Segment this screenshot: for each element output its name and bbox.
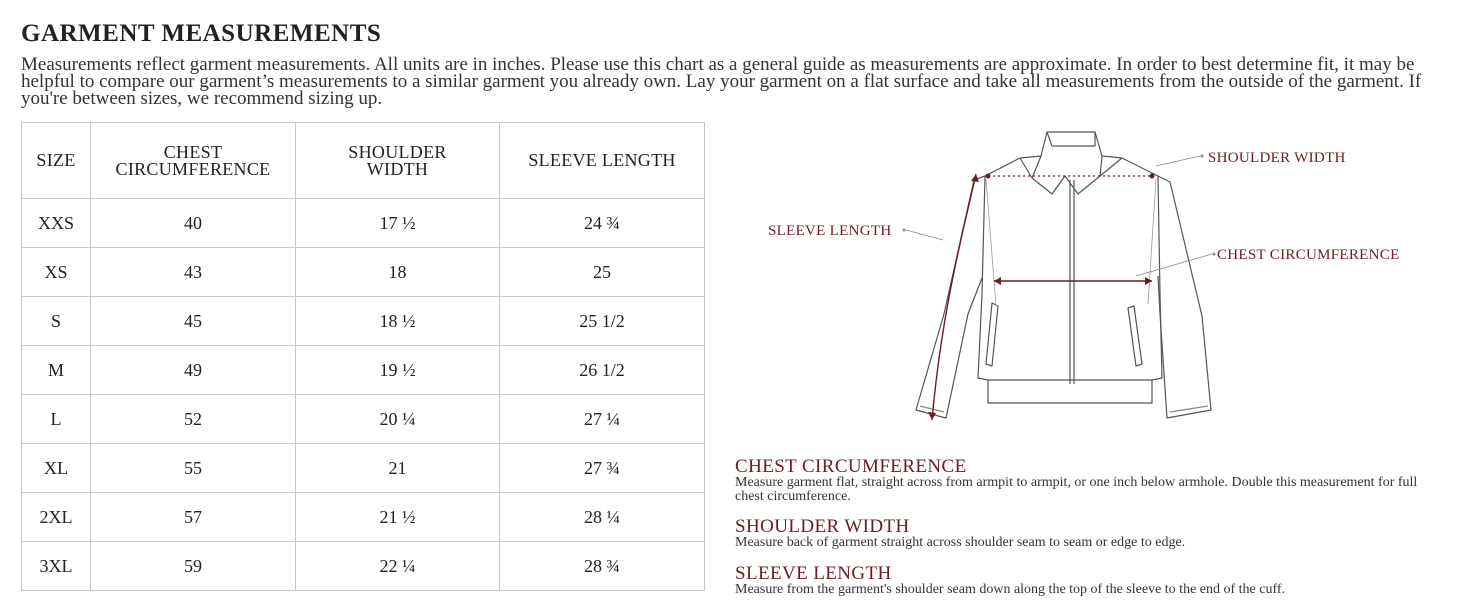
sleeve-cell: 26 1/2 [500, 346, 705, 395]
chest-cell: 43 [91, 248, 296, 297]
header-size: SIZE [22, 123, 91, 199]
sleeve-cell: 24 ¾ [500, 199, 705, 248]
description-text: Measure from the garment's shoulder seam down along the top of the sleeve to the end of the cuff. [735, 582, 1286, 597]
jacket-outline [916, 132, 1211, 418]
chest-cell: 45 [91, 297, 296, 346]
table-row [22, 444, 705, 493]
description-title: SLEEVE LENGTH [735, 563, 892, 584]
intro-text: Measurements reflect garment measurements. All units are in inches. Please use this chart as a general guide as measurements are approximate. In order to best determine fit, it may be helpful to compare our garment’s measurements to a similar garment you already own. Lay your garment on a flat surface and take all measurements from the outside of the garment. If you're between sizes, we recommend sizing up. [21, 54, 1422, 109]
page-title: GARMENT MEASUREMENTS [21, 20, 382, 47]
header-shoulder-width [296, 123, 500, 199]
size-cell: 2XL [22, 493, 91, 542]
shoulder-cell: 19 ½ [296, 346, 500, 395]
size-cell: XL [22, 444, 91, 493]
size-cell: M [22, 346, 91, 395]
sleeve-cell: 27 ¾ [500, 444, 705, 493]
chest-cell: 40 [91, 199, 296, 248]
table-header-row [22, 123, 705, 199]
size-chart-table [21, 122, 705, 591]
sleeve-description [735, 565, 1435, 597]
sleeve-cell: 27 ¼ [500, 395, 705, 444]
sleeve-length-label: SLEEVE LENGTH [768, 223, 892, 239]
table-row [22, 297, 705, 346]
description-text: Measure back of garment straight across shoulder seam to seam or edge to edge. [735, 535, 1186, 550]
table-row [22, 493, 705, 542]
table-row [22, 248, 705, 297]
chest-cell: 52 [91, 395, 296, 444]
header-sleeve-length: SLEEVE LENGTH [500, 123, 705, 199]
shoulder-cell: 21 ½ [296, 493, 500, 542]
description-title: CHEST CIRCUMFERENCE [735, 456, 967, 477]
size-cell: XXS [22, 199, 91, 248]
shoulder-cell: 22 ¼ [296, 542, 500, 591]
shoulder-width-label: SHOULDER WIDTH [1208, 150, 1346, 166]
sleeve-cell: 28 ¼ [500, 493, 705, 542]
shoulder-cell: 20 ¼ [296, 395, 500, 444]
chest-cell: 59 [91, 542, 296, 591]
chest-cell: 49 [91, 346, 296, 395]
jacket-diagram [760, 118, 1440, 438]
shoulder-cell: 17 ½ [296, 199, 500, 248]
shoulder-cell: 18 ½ [296, 297, 500, 346]
sleeve-cell: 25 1/2 [500, 297, 705, 346]
chest-cell: 55 [91, 444, 296, 493]
table-row [22, 199, 705, 248]
header-label: SHOULDER WIDTH [348, 141, 447, 179]
description-title: SHOULDER WIDTH [735, 516, 910, 537]
chest-description [735, 458, 1435, 504]
size-cell: 3XL [22, 542, 91, 591]
shoulder-cell: 18 [296, 248, 500, 297]
size-cell: L [22, 395, 91, 444]
sleeve-cell: 28 ¾ [500, 542, 705, 591]
sleeve-cell: 25 [500, 248, 705, 297]
shoulder-cell: 21 [296, 444, 500, 493]
size-cell: S [22, 297, 91, 346]
shoulder-description [735, 518, 1435, 550]
table-row [22, 395, 705, 444]
header-chest-circumference [91, 123, 296, 199]
chest-cell: 57 [91, 493, 296, 542]
table-row [22, 542, 705, 591]
size-cell: XS [22, 248, 91, 297]
chest-circumference-label: CHEST CIRCUMFERENCE [1217, 247, 1400, 263]
header-label: CHEST CIRCUMFERENCE [115, 141, 271, 179]
table-row [22, 346, 705, 395]
description-text: Measure garment flat, straight across from armpit to armpit, or one inch below armhole. Double this measurement for full chest circumference. [735, 475, 1418, 504]
